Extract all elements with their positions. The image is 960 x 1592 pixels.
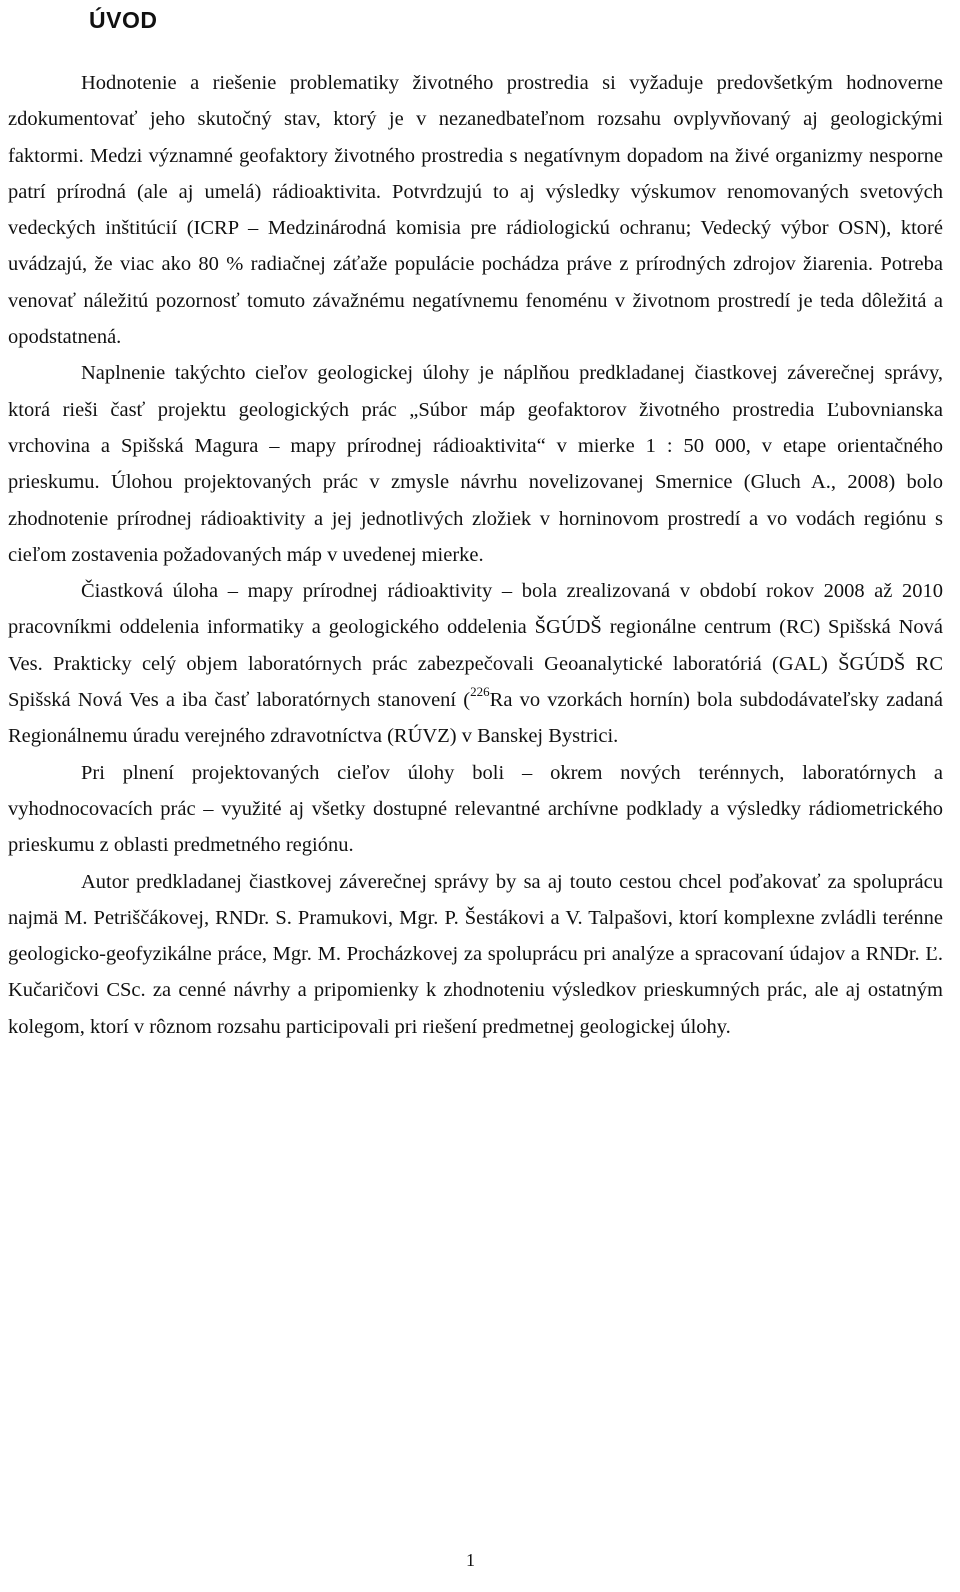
isotope-superscript: 226 <box>470 684 490 700</box>
paragraph-sources: Pri plnení projektovaných cieľov úlohy boli – okrem nových terénnych, laboratórnych a vyhodnocovacích prác – využité aj všetky dostupné relevantné archívne podklady a výsledky rádiometrického prieskumu z oblasti predmetného regiónu. <box>8 761 943 857</box>
paragraph-acknowledgements: Autor predkladanej čiastkovej záverečnej správy by sa aj touto cestou chcel poďakovať za spoluprácu najmä M. Petriščákovej, RNDr. S. Pramukovi, Mgr. P. Šestákovi a V. Talpašovi, ktorí komplexne zvládli terénne geologicko-geofyzikálne práce, Mgr. M. Procházkovej za spoluprácu pri analýze a spracovaní údajov a RNDr. Ľ. Kučaričovi CSc. za cenné návrhy a pripomienky k zhodnoteniu výsledkov prieskumných prác, ale aj ostatným kolegom, ktorí v rôznom rozsahu participovali pri riešení predmetnej geologickej úlohy. <box>8 870 943 1038</box>
section-heading: ÚVOD <box>89 7 158 33</box>
paragraph-realization-part1: Čiastková úloha – mapy prírodnej rádioaktivity – bola zrealizovaná v období rokov 2008 až 2010 pracovníkmi oddelenia informatiky a geologického oddelenia ŠGÚDŠ regionálne centrum (RC) Spišská Nová Ves. Prakticky celý objem laboratórnych prác zabezpečovali Geoanalytické laboratóriá (GAL) ŠGÚDŠ RC Spišská Nová Ves a iba časť laboratórnych stanovení ( <box>8 580 943 712</box>
paragraph-intro: Hodnotenie a riešenie problematiky životného prostredia si vyžaduje predovšetkým hodnoverne zdokumentovať jeho skutočný stav, ktorý je v nezanedbateľnom rozsahu ovplyvňovaný aj geologickými faktormi. Medzi významné geofaktory životného prostredia s negatívnym dopadom na živé organizmy nesporne patrí prírodná (ale aj umelá) rádioaktivita. Potvrdzujú to aj výsledky výskumov renomovaných svetových vedeckých inštitúcií (ICRP – Medzinárodná komisia pre rádiologickú ochranu; Vedecký výbor OSN), ktoré uvádzajú, že viac ako 80 % radiačnej záťaže populácie pochádza práve z prírodných zdrojov žiarenia. Potreba venovať náležitú pozornosť tomuto závažnému negatívnemu fenoménu v životnom prostredí je teda dôležitá a opodstatnená. <box>8 72 943 349</box>
paragraph-realization-part2: Ra vo vzorkách hornín) bola subdodávateľsky zadaná Regionálnemu úradu verejného zdravotníctva (RÚVZ) v Banskej Bystrici. <box>8 689 943 748</box>
paragraph-goals: Naplnenie takýchto cieľov geologickej úlohy je náplňou predkladanej čiastkovej záverečnej správy, ktorá rieši časť projektu geologických prác „Súbor máp geofaktorov životného prostredia Ľubovnianska vrchovina a Spišská Magura – mapy prírodnej rádioaktivita“ v mierke 1 : 50 000, v etape orientačného prieskumu. Úlohou projektovaných prác v zmysle návrhu novelizovanej Smernice (Gluch A., 2008) bolo zhodnotenie prírodnej rádioaktivity a jej jednotlivých zložiek v horninovom prostredí a vo vodách regiónu s cieľom zostavenia požadovaných máp v uvedenej mierke. <box>8 362 943 566</box>
paragraph-realization <box>8 573 943 754</box>
body-text <box>8 65 943 1045</box>
page-number: 1 <box>466 1550 475 1570</box>
